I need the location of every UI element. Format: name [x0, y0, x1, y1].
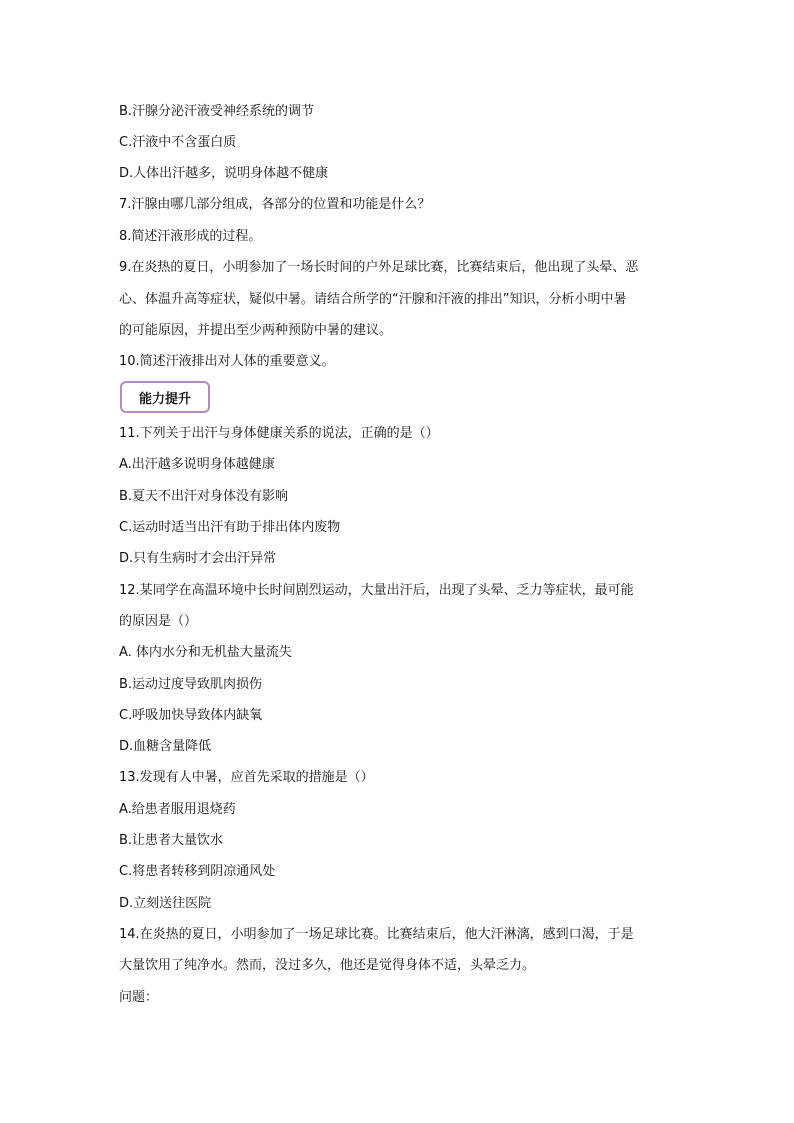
question-11-option-c: C.运动时适当出汗有助于排出体内废物 — [119, 520, 341, 535]
question-13: 13.发现有人中暑，应首先采取的措施是（） — [119, 770, 374, 785]
question-12-line-2: 的原因是（） — [119, 614, 198, 629]
question-12-option-c: C.呼吸加快导致体内缺氧 — [119, 708, 263, 723]
question-6-option-b: B.汗腺分泌汗液受神经系统的调节 — [119, 104, 315, 119]
question-9-line-1: 9.在炎热的夏日，小明参加了一场长时间的户外足球比赛，比赛结束后，他出现了头晕、恶 — [119, 260, 639, 275]
question-12-option-a: A. 体内水分和无机盐大量流失 — [119, 645, 292, 660]
question-14-line-1: 14.在炎热的夏日，小明参加了一场足球比赛。比赛结束后，他大汗淋漓，感到口渴，于是 — [119, 927, 634, 942]
section-badge-ability-improvement — [120, 381, 210, 413]
question-13-option-d: D.立刻送往医院 — [119, 896, 212, 911]
question-10: 10.简述汗液排出对人体的重要意义。 — [119, 354, 335, 369]
question-11-option-a: A.出汗越多说明身体越健康 — [119, 457, 275, 472]
section-badge-label: 能力提升 — [138, 391, 191, 407]
question-14-prompt: 问题： — [119, 990, 159, 1005]
question-6-option-d: D.人体出汗越多，说明身体越不健康 — [119, 166, 329, 181]
question-9-line-3: 的可能原因，并提出至少两种预防中暑的建议。 — [119, 323, 393, 338]
question-11-option-d: D.只有生病时才会出汗异常 — [119, 551, 277, 566]
question-8: 8.简述汗液形成的过程。 — [119, 229, 262, 244]
question-14-line-2: 大量饮用了纯净水。然而，没过多久，他还是觉得身体不适，头晕乏力。 — [119, 958, 536, 973]
question-12-option-d: D.血糖含量降低 — [119, 739, 212, 754]
question-11: 11.下列关于出汗与身体健康关系的说法，正确的是（） — [119, 426, 439, 441]
question-12-line-1: 12.某同学在高温环境中长时间剧烈运动，大量出汗后，出现了头晕、乏力等症状，最可能 — [119, 583, 634, 598]
question-11-option-b: B.夏天不出汗对身体没有影响 — [119, 489, 289, 504]
question-13-option-c: C.将患者转移到阴凉通风处 — [119, 864, 276, 879]
question-7: 7.汗腺由哪几部分组成，各部分的位置和功能是什么？ — [119, 197, 431, 212]
question-6-option-c: C.汗液中不含蛋白质 — [119, 135, 237, 150]
question-9-line-2: 心、体温升高等症状，疑似中暑。请结合所学的“汗腺和汗液的排出”知识，分析小明中暑 — [119, 292, 627, 307]
question-12-option-b: B.运动过度导致肌肉损伤 — [119, 677, 263, 692]
question-13-option-b: B.让患者大量饮水 — [119, 833, 224, 848]
question-13-option-a: A.给患者服用退烧药 — [119, 802, 236, 817]
